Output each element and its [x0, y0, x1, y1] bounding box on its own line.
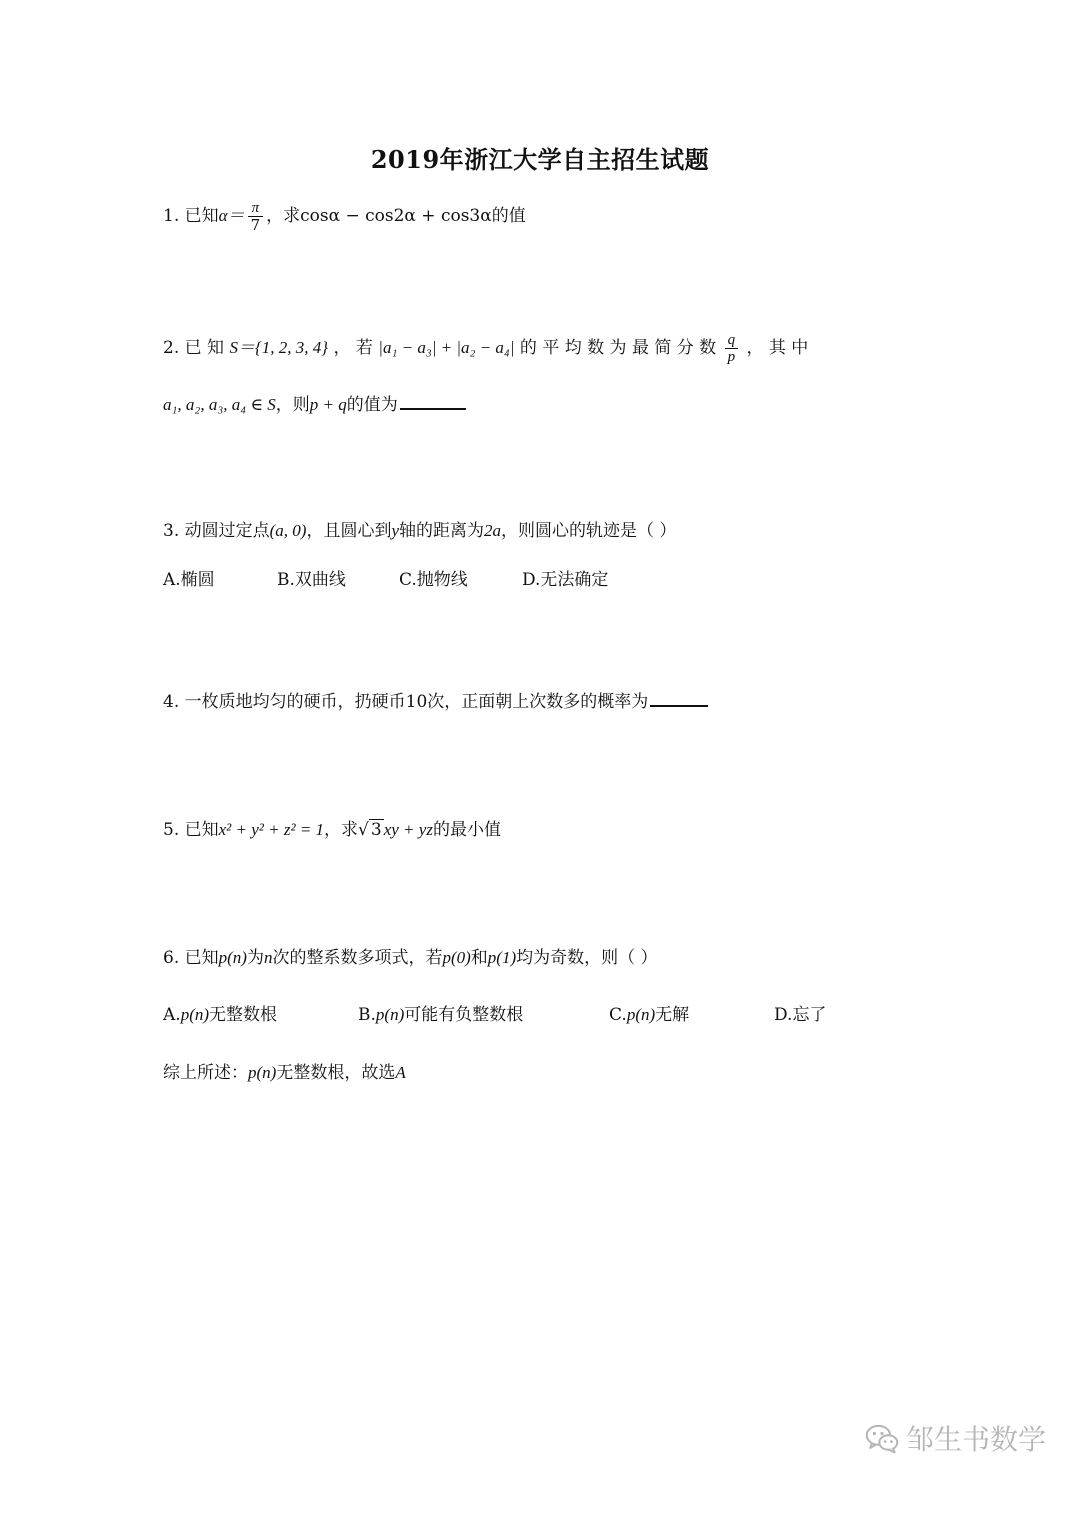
watermark-text: 邹生书数学 — [905, 1423, 1046, 1456]
question-2-line-1: 2. 已 知 S＝{1, 2, 3, 4} ， 若 |a₁ − a₃| + |a₂ − a₄| 的 平 均 数 为 最 简 分 数 $\frac{q}{p}$ ， 其 中 — [163, 332, 809, 365]
question-6: 6. 已知p(n)为n次的整系数多项式，若p(0)和p(1)均为奇数，则（ ） — [163, 948, 658, 968]
question-1: 1. 已知α＝ $\frac{\pi}{7}$ ，求cosα − cos2α + cos3α的值 — [163, 200, 526, 234]
option-a[interactable]: A.椭圆 — [163, 570, 215, 590]
option-a[interactable]: A.p(n)无整数根 — [163, 1005, 278, 1025]
question-4: 4. 一枚质地均匀的硬币，扔硬币10次，正面朝上次数多的概率为 — [163, 687, 708, 714]
option-b[interactable]: B.双曲线 — [277, 570, 346, 590]
question-3: 3. 动圆过定点(a, 0)，且圆心到y轴的距离为2a，则圆心的轨迹是（ ） — [163, 521, 677, 541]
wechat-icon — [864, 1420, 900, 1456]
page-title: 2019年浙江大学自主招生试题 — [370, 145, 710, 174]
fraction-pi-over-7: $\frac{\pi}{7}$ — [248, 200, 264, 233]
option-c[interactable]: C.p(n)无解 — [609, 1005, 690, 1025]
question-6-options — [163, 1003, 883, 1027]
option-c[interactable]: C.抛物线 — [399, 570, 468, 590]
option-d[interactable]: D.忘了 — [774, 1005, 827, 1025]
option-b[interactable]: B.p(n)可能有负整数根 — [358, 1005, 524, 1025]
fraction-q-over-p: $\frac{q}{p}$ — [725, 332, 739, 365]
sqrt-3: √ 3 — [358, 820, 382, 840]
watermark — [864, 1418, 1046, 1458]
question-5: 5. 已知x² + y² + z² = 1，求√ 3 xy + yz的最小值 — [163, 820, 501, 840]
question-3-options — [163, 568, 863, 592]
option-d[interactable]: D.无法确定 — [522, 570, 609, 590]
answer-blank-q4[interactable] — [650, 687, 708, 707]
question-6-summary: 综上所述：p(n)无整数根，故选A — [163, 1063, 406, 1083]
question-2-line-2: a₁, a₂, a₃, a₄ ∈ S，则p + q的值为 — [163, 390, 466, 417]
answer-blank-q2[interactable] — [400, 390, 466, 410]
